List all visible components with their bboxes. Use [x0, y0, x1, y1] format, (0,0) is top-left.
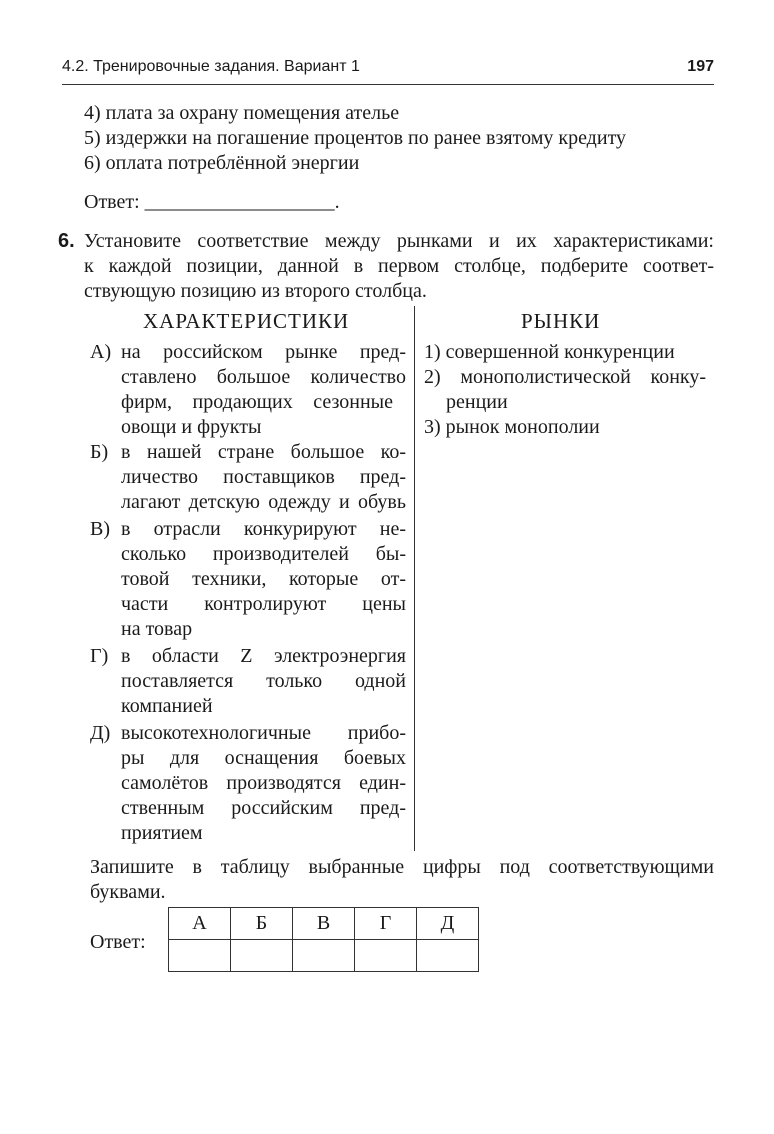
- task-text-line: Установите соответствие между рынками и их характеристиками:: [84, 230, 714, 252]
- task-number: 6.: [58, 230, 75, 252]
- characteristic-line: в области Z электроэнергия: [121, 645, 406, 667]
- prev-item: 5) издержки на погашение процентов по ранее взятому кредиту: [84, 127, 627, 149]
- characteristic-line: высокотехнологичные прибо-: [121, 722, 406, 744]
- answer-table-value-row: [169, 940, 479, 972]
- characteristic-line: товой техники, которые от-: [121, 568, 406, 590]
- answer-value-cell[interactable]: [355, 940, 417, 972]
- market-item: 2) монополистической конку-: [424, 366, 706, 388]
- prev-item: 4) плата за охрану помещения ателье: [84, 102, 400, 124]
- answer-header-cell: В: [293, 908, 355, 940]
- instruction-line: Запишите в таблицу выбранные цифры под соответствующими: [90, 856, 714, 878]
- answer-header-cell: А: [169, 908, 231, 940]
- characteristic-line: лагают детскую одежду и обувь: [121, 491, 406, 513]
- answer-table: [168, 907, 479, 972]
- characteristic-letter: Г): [90, 645, 109, 667]
- page-number: 197: [687, 58, 714, 75]
- characteristics-header: ХАРАКТЕРИСТИКИ: [143, 309, 350, 333]
- characteristic-letter: А): [90, 341, 112, 363]
- answer-value-cell[interactable]: [169, 940, 231, 972]
- characteristic-line: ры для оснащения боевых: [121, 747, 406, 769]
- characteristic-letter: В): [90, 518, 110, 540]
- page-header: [62, 56, 714, 85]
- characteristic-letter: Д): [90, 722, 111, 744]
- characteristic-line: ставлено большое количество: [121, 366, 406, 388]
- prev-answer: Ответ: ___________________.: [84, 191, 340, 213]
- characteristic-line: на товар: [121, 618, 193, 640]
- market-item: 3) рынок монополии: [424, 416, 600, 438]
- characteristic-line: личество поставщиков пред-: [121, 466, 406, 488]
- characteristic-line: в отрасли конкурируют не-: [121, 518, 406, 540]
- answer-value-cell[interactable]: [231, 940, 293, 972]
- characteristic-letter: Б): [90, 441, 109, 463]
- market-item: 1) совершенной конкуренции: [424, 341, 675, 363]
- answer-header-cell: Д: [417, 908, 479, 940]
- characteristic-line: в нашей стране большое ко-: [121, 441, 406, 463]
- column-divider: [414, 306, 415, 851]
- answer-header-cell: Б: [231, 908, 293, 940]
- answer-value-cell[interactable]: [417, 940, 479, 972]
- prev-item: 6) оплата потреблённой энергии: [84, 152, 360, 174]
- characteristic-line: ственным российским пред-: [121, 797, 406, 819]
- task-text-line: к каждой позиции, данной в первом столбце, подберите соответ-: [84, 255, 714, 277]
- characteristic-line: фирм, продающих сезонные: [121, 391, 393, 413]
- characteristic-line: сколько производителей бы-: [121, 543, 406, 565]
- answer-label: Ответ:: [90, 931, 146, 953]
- characteristic-line: самолётов производятся един-: [121, 772, 406, 794]
- task-text-line: ствующую позицию из второго столбца.: [84, 280, 427, 302]
- instruction-line: буквами.: [90, 881, 166, 903]
- characteristic-line: на российском рынке пред-: [121, 341, 406, 363]
- market-item: ренции: [446, 391, 508, 413]
- answer-value-cell[interactable]: [293, 940, 355, 972]
- answer-header-cell: Г: [355, 908, 417, 940]
- characteristic-line: поставляется только одной: [121, 670, 406, 692]
- header-title: 4.2. Тренировочные задания. Вариант 1: [62, 58, 360, 75]
- markets-header: РЫНКИ: [521, 309, 601, 333]
- characteristic-line: компанией: [121, 695, 213, 717]
- characteristic-line: приятием: [121, 822, 203, 844]
- characteristic-line: овощи и фрукты: [121, 416, 262, 438]
- answer-table-header-row: [169, 908, 479, 940]
- characteristic-line: части контролируют цены: [121, 593, 406, 615]
